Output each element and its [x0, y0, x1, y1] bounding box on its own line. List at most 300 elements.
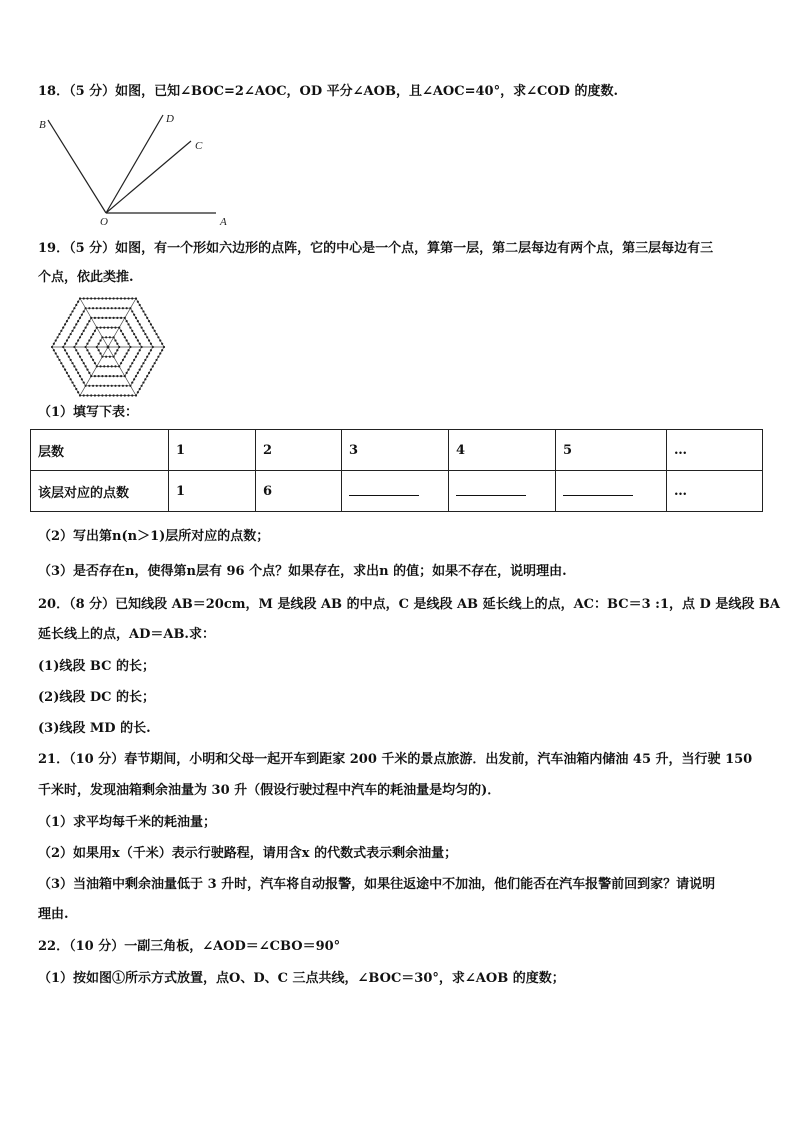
lattice-dot: [139, 323, 141, 325]
q19-sub1: （1）填写下表：: [38, 405, 139, 420]
lattice-dot: [105, 356, 107, 358]
lattice-dot: [85, 327, 87, 329]
ray-od: [106, 115, 163, 213]
lattice-dot: [133, 359, 135, 361]
ray-ob: [48, 120, 106, 213]
lattice-dot: [77, 352, 79, 354]
lattice-dot: [101, 297, 103, 299]
lattice-dot: [135, 317, 137, 319]
lattice-dot: [99, 365, 101, 367]
lattice-dot: [94, 362, 96, 364]
lattice-dot: [62, 365, 64, 367]
lattice-dot: [135, 394, 137, 396]
angle-figure: [34, 108, 234, 228]
lattice-dot: [98, 394, 100, 396]
lattice-dot: [120, 330, 122, 332]
lattice-dot: [77, 372, 79, 374]
lattice-dot: [103, 385, 105, 387]
lattice-dot: [99, 327, 101, 329]
lattice-dot: [64, 369, 66, 371]
lattice-dot: [86, 343, 88, 345]
lattice-dot: [101, 394, 103, 396]
lattice-dot: [101, 317, 103, 319]
lattice-dot: [96, 346, 98, 348]
lattice-dot: [116, 317, 118, 319]
table-row: [31, 471, 763, 512]
lattice-dot: [98, 297, 100, 299]
lattice-dot: [137, 391, 139, 393]
lattice-dot: [122, 359, 124, 361]
lattice-dot: [99, 307, 101, 309]
lattice-dot: [114, 327, 116, 329]
lattice-dot: [161, 343, 163, 345]
table-row: [31, 430, 763, 471]
lattice-dot: [83, 394, 85, 396]
lattice-dot: [109, 336, 111, 338]
lattice-dot: [127, 394, 129, 396]
lattice-dot: [90, 375, 92, 377]
layer-table: [30, 429, 763, 512]
lattice-dot: [152, 327, 154, 329]
lattice-dot: [116, 349, 118, 351]
lattice-dot: [124, 336, 126, 338]
lattice-dot: [68, 317, 70, 319]
lattice-dot: [53, 349, 55, 351]
q21-part3: （3）当油箱中剩余油量低于 3 升时，汽车将自动报警，如果往返途中不加油，他们能否在汽车报警前回到家？请说明: [38, 877, 716, 892]
answer-blank-cell: [556, 471, 667, 512]
lattice-dot: [159, 339, 161, 341]
answer-blank[interactable]: [563, 483, 633, 496]
answer-blank[interactable]: [349, 483, 419, 496]
lattice-dot: [139, 349, 141, 351]
table-cell: 5: [556, 430, 667, 471]
lattice-dot: [133, 314, 135, 316]
lattice-dot: [126, 372, 128, 374]
table-cell: 1: [169, 471, 256, 512]
lattice-dot: [144, 359, 146, 361]
lattice-dot: [98, 349, 100, 351]
q21-line2: 千米时，发现油箱剩余油量为 30 升（假设行驶过程中汽车的耗油量是均匀的)．: [38, 783, 501, 798]
lattice-dot: [118, 365, 120, 367]
lattice-dot: [157, 356, 159, 358]
lattice-dot: [114, 352, 116, 354]
label-o: O: [100, 216, 108, 228]
lattice-dot: [71, 381, 73, 383]
lattice-dot: [124, 297, 126, 299]
lattice-dot: [66, 352, 68, 354]
table-cell: 4: [449, 430, 556, 471]
lattice-dot: [126, 339, 128, 341]
q21-line1: 21．（10 分）春节期间，小明和父母一起开车到距家 200 千米的景点旅游．出发前，汽车油箱内储油 45 升，当行驶 150: [38, 752, 753, 767]
lattice-dot: [85, 307, 87, 309]
lattice-dot: [114, 365, 116, 367]
lattice-dot: [77, 320, 79, 322]
lattice-dot: [131, 362, 133, 364]
lattice-dot: [55, 352, 57, 354]
lattice-dot: [124, 356, 126, 358]
lattice-dot: [66, 339, 68, 341]
lattice-spoke: [80, 347, 108, 395]
lattice-dot: [81, 359, 83, 361]
lattice-dot: [73, 385, 75, 387]
lattice-dot: [86, 323, 88, 325]
table-cell: 3: [342, 430, 449, 471]
lattice-dot: [88, 307, 90, 309]
ray-oc: [106, 141, 191, 213]
q20-line1: 20．（8 分）已知线段 AB＝20cm，M 是线段 AB 的中点，C 是线段 AB 延长线上的点，AC：BC＝3 :1，点 D 是线段 BA: [38, 597, 780, 612]
lattice-dot: [133, 378, 135, 380]
table-cell: 层数: [31, 430, 169, 471]
lattice-dot: [131, 381, 133, 383]
lattice-dot: [157, 336, 159, 338]
lattice-dot: [57, 356, 59, 358]
lattice-dot: [139, 369, 141, 371]
lattice-dot: [127, 349, 129, 351]
lattice-dot: [71, 330, 73, 332]
lattice-dot: [79, 297, 81, 299]
q21-part1: （1）求平均每千米的耗油量；: [38, 815, 217, 830]
lattice-dot: [109, 297, 111, 299]
table-cell: 1: [169, 430, 256, 471]
lattice-dot: [88, 385, 90, 387]
lattice-dot: [99, 385, 101, 387]
lattice-dot: [60, 362, 62, 364]
lattice-dot: [99, 352, 101, 354]
lattice-dot: [118, 385, 120, 387]
q21-part2: （2）如果用x（千米）表示行驶路程，请用含x 的代数式表示剩余油量；: [38, 846, 458, 861]
lattice-dot: [75, 304, 77, 306]
lattice-dot: [126, 385, 128, 387]
label-c: C: [195, 140, 203, 152]
lattice-dot: [92, 333, 94, 335]
lattice-dot: [124, 375, 126, 377]
lattice-dot: [83, 330, 85, 332]
lattice-dot: [114, 385, 116, 387]
lattice-dot: [137, 320, 139, 322]
lattice-dot: [58, 333, 60, 335]
lattice-dot: [79, 317, 81, 319]
lattice-dot: [53, 343, 55, 345]
lattice-dot: [127, 323, 129, 325]
lattice-dot: [131, 310, 133, 312]
lattice-dot: [141, 346, 143, 348]
lattice-dot: [77, 391, 79, 393]
lattice-dot: [51, 346, 53, 348]
lattice-dot: [144, 378, 146, 380]
lattice-dot: [55, 339, 57, 341]
lattice-dot: [113, 317, 115, 319]
lattice-dot: [146, 375, 148, 377]
q22-part1: （1）按如图①所示方式放置，点O、D、C 三点共线，∠BOC＝30°，求∠AOB 的度数；: [38, 971, 565, 986]
lattice-dot: [148, 320, 150, 322]
lattice-dot: [81, 333, 83, 335]
lattice-dot: [150, 369, 152, 371]
lattice-dot: [109, 317, 111, 319]
lattice-dot: [77, 339, 79, 341]
lattice-dot: [85, 385, 87, 387]
q20-part2: (2)线段 DC 的长；: [38, 690, 156, 705]
lattice-dot: [75, 343, 77, 345]
q20-part1: (1)线段 BC 的长；: [38, 659, 155, 674]
lattice-dot: [141, 307, 143, 309]
lattice-dot: [107, 385, 109, 387]
lattice-dot: [81, 378, 83, 380]
lattice-dot: [154, 362, 156, 364]
lattice-center-dot: [107, 346, 110, 349]
lattice-dot: [137, 372, 139, 374]
lattice-spoke: [108, 299, 136, 347]
lattice-dot: [64, 349, 66, 351]
lattice-dot: [126, 307, 128, 309]
lattice-dot: [83, 381, 85, 383]
lattice-dot: [83, 362, 85, 364]
lattice-dot: [101, 375, 103, 377]
lattice-dot: [90, 394, 92, 396]
lattice-dot: [135, 356, 137, 358]
lattice-dot: [109, 356, 111, 358]
lattice-dot: [90, 356, 92, 358]
lattice-dot: [118, 327, 120, 329]
lattice-dot: [88, 339, 90, 341]
lattice-dot: [135, 336, 137, 338]
lattice-dot: [70, 314, 72, 316]
lattice-dot: [126, 352, 128, 354]
lattice-dot: [111, 385, 113, 387]
lattice-dot: [141, 365, 143, 367]
answer-blank-cell: [342, 471, 449, 512]
answer-blank[interactable]: [456, 483, 526, 496]
lattice-dot: [73, 365, 75, 367]
lattice-dot: [90, 297, 92, 299]
lattice-dot: [150, 343, 152, 345]
table-cell: …: [667, 471, 763, 512]
lattice-dot: [127, 297, 129, 299]
lattice-dot: [142, 310, 144, 312]
lattice-dot: [141, 385, 143, 387]
lattice-dot: [70, 359, 72, 361]
lattice-dot: [133, 333, 135, 335]
lattice-dot: [152, 365, 154, 367]
lattice-dot: [96, 327, 98, 329]
lattice-dot: [64, 323, 66, 325]
lattice-dot: [62, 346, 64, 348]
lattice-dot: [120, 375, 122, 377]
lattice-dot: [105, 375, 107, 377]
lattice-spoke: [108, 347, 136, 395]
q19-line2: 个点，依此类推.: [38, 270, 134, 285]
lattice-dot: [113, 336, 115, 338]
lattice-dot: [114, 339, 116, 341]
lattice-dot: [94, 375, 96, 377]
lattice-dot: [79, 356, 81, 358]
lattice-dot: [144, 314, 146, 316]
lattice-dot: [86, 394, 88, 396]
q19-sub3: （3）是否存在n，使得第n层有 96 个点？如果存在，求出n 的值；如果不存在，说明理由.: [38, 564, 567, 579]
lattice-dot: [70, 378, 72, 380]
lattice-dot: [68, 375, 70, 377]
lattice-dot: [113, 394, 115, 396]
lattice-dot: [88, 320, 90, 322]
lattice-dot: [96, 307, 98, 309]
lattice-dot: [148, 352, 150, 354]
lattice-dot: [120, 394, 122, 396]
lattice-dot: [116, 375, 118, 377]
table-cell: 2: [256, 430, 342, 471]
lattice-dot: [105, 297, 107, 299]
lattice-dot: [66, 320, 68, 322]
lattice-dot: [101, 336, 103, 338]
lattice-dot: [94, 330, 96, 332]
label-d: D: [166, 113, 174, 125]
lattice-dot: [111, 365, 113, 367]
lattice-dot: [142, 381, 144, 383]
lattice-dot: [109, 394, 111, 396]
q20-line2: 延长线上的点，AD＝AB.求：: [38, 627, 215, 642]
lattice-dot: [116, 394, 118, 396]
lattice-dot: [124, 394, 126, 396]
lattice-dot: [146, 356, 148, 358]
lattice-dot: [90, 336, 92, 338]
lattice-dot: [146, 317, 148, 319]
lattice-dot: [122, 307, 124, 309]
lattice-dot: [73, 307, 75, 309]
lattice-dot: [120, 297, 122, 299]
lattice-dot: [99, 339, 101, 341]
lattice-dot: [131, 394, 133, 396]
lattice-dot: [126, 320, 128, 322]
lattice-dot: [86, 369, 88, 371]
table-cell: 6: [256, 471, 342, 512]
lattice-dot: [139, 343, 141, 345]
lattice-dot: [111, 307, 113, 309]
lattice-dot: [75, 323, 77, 325]
q22-line1: 22．（10 分）一副三角板，∠AOD＝∠CBO＝90°: [38, 939, 341, 954]
lattice-dot: [120, 317, 122, 319]
lattice-dot: [142, 362, 144, 364]
lattice-dot: [107, 327, 109, 329]
lattice-dot: [71, 362, 73, 364]
lattice-dot: [88, 352, 90, 354]
lattice-dot: [94, 297, 96, 299]
lattice-dot: [109, 375, 111, 377]
lattice-dot: [94, 394, 96, 396]
lattice-dot: [57, 336, 59, 338]
lattice-dot: [111, 327, 113, 329]
lattice-dot: [92, 385, 94, 387]
lattice-dot: [113, 375, 115, 377]
hexagon-dot-lattice: [48, 293, 168, 401]
lattice-dot: [154, 330, 156, 332]
lattice-dot: [105, 317, 107, 319]
lattice-dot: [127, 369, 129, 371]
lattice-dot: [113, 356, 115, 358]
lattice-dot: [79, 336, 81, 338]
lattice-dot: [139, 304, 141, 306]
lattice-dot: [146, 336, 148, 338]
lattice-spoke: [80, 299, 108, 347]
lattice-dot: [103, 365, 105, 367]
lattice-dot: [64, 343, 66, 345]
lattice-dot: [79, 394, 81, 396]
lattice-dot: [70, 333, 72, 335]
lattice-dot: [131, 330, 133, 332]
lattice-dot: [116, 343, 118, 345]
lattice-dot: [103, 327, 105, 329]
lattice-dot: [105, 336, 107, 338]
q19-sub2: （2）写出第n(n＞1)层所对应的点数；: [38, 529, 270, 544]
lattice-dot: [129, 307, 131, 309]
lattice-dot: [96, 385, 98, 387]
lattice-dot: [90, 317, 92, 319]
lattice-dot: [124, 317, 126, 319]
lattice-dot: [161, 349, 163, 351]
lattice-dot: [81, 314, 83, 316]
lattice-dot: [135, 297, 137, 299]
lattice-dot: [66, 372, 68, 374]
lattice-dot: [152, 346, 154, 348]
lattice-dot: [129, 346, 131, 348]
lattice-dot: [75, 349, 77, 351]
lattice-dot: [98, 375, 100, 377]
table-cell: …: [667, 430, 763, 471]
lattice-dot: [73, 346, 75, 348]
lattice-dot: [83, 297, 85, 299]
label-a: A: [220, 216, 227, 228]
lattice-dot: [144, 333, 146, 335]
lattice-dot: [68, 336, 70, 338]
lattice-dot: [107, 365, 109, 367]
answer-blank-cell: [449, 471, 556, 512]
lattice-dot: [131, 297, 133, 299]
lattice-dot: [86, 297, 88, 299]
lattice-dot: [155, 359, 157, 361]
lattice-dot: [73, 327, 75, 329]
lattice-dot: [79, 375, 81, 377]
lattice-dot: [77, 301, 79, 303]
lattice-dot: [103, 307, 105, 309]
lattice-dot: [155, 333, 157, 335]
q20-part3: (3)线段 MD 的长.: [38, 721, 151, 736]
lattice-dot: [118, 346, 120, 348]
lattice-dot: [98, 317, 100, 319]
lattice-dot: [116, 297, 118, 299]
lattice-dot: [163, 346, 165, 348]
lattice-dot: [58, 359, 60, 361]
lattice-dot: [129, 385, 131, 387]
lattice-dot: [75, 369, 77, 371]
lattice-dot: [101, 356, 103, 358]
lattice-dot: [122, 385, 124, 387]
lattice-dot: [129, 365, 131, 367]
lattice-dot: [114, 307, 116, 309]
lattice-dot: [92, 359, 94, 361]
lattice-dot: [83, 310, 85, 312]
q19-line1: 19．（5 分）如图，有一个形如六边形的点阵，它的中心是一个点，算第一层，第二层每边有两个点，第三层每边有三: [38, 241, 714, 256]
lattice-dot: [105, 394, 107, 396]
lattice-dot: [141, 327, 143, 329]
lattice-dot: [137, 339, 139, 341]
lattice-dot: [68, 356, 70, 358]
lattice-dot: [159, 352, 161, 354]
lattice-dot: [62, 327, 64, 329]
lattice-dot: [122, 333, 124, 335]
lattice-dot: [142, 330, 144, 332]
lattice-dot: [113, 297, 115, 299]
lattice-dot: [150, 349, 152, 351]
lattice-dot: [118, 307, 120, 309]
lattice-dot: [60, 330, 62, 332]
lattice-dot: [120, 362, 122, 364]
